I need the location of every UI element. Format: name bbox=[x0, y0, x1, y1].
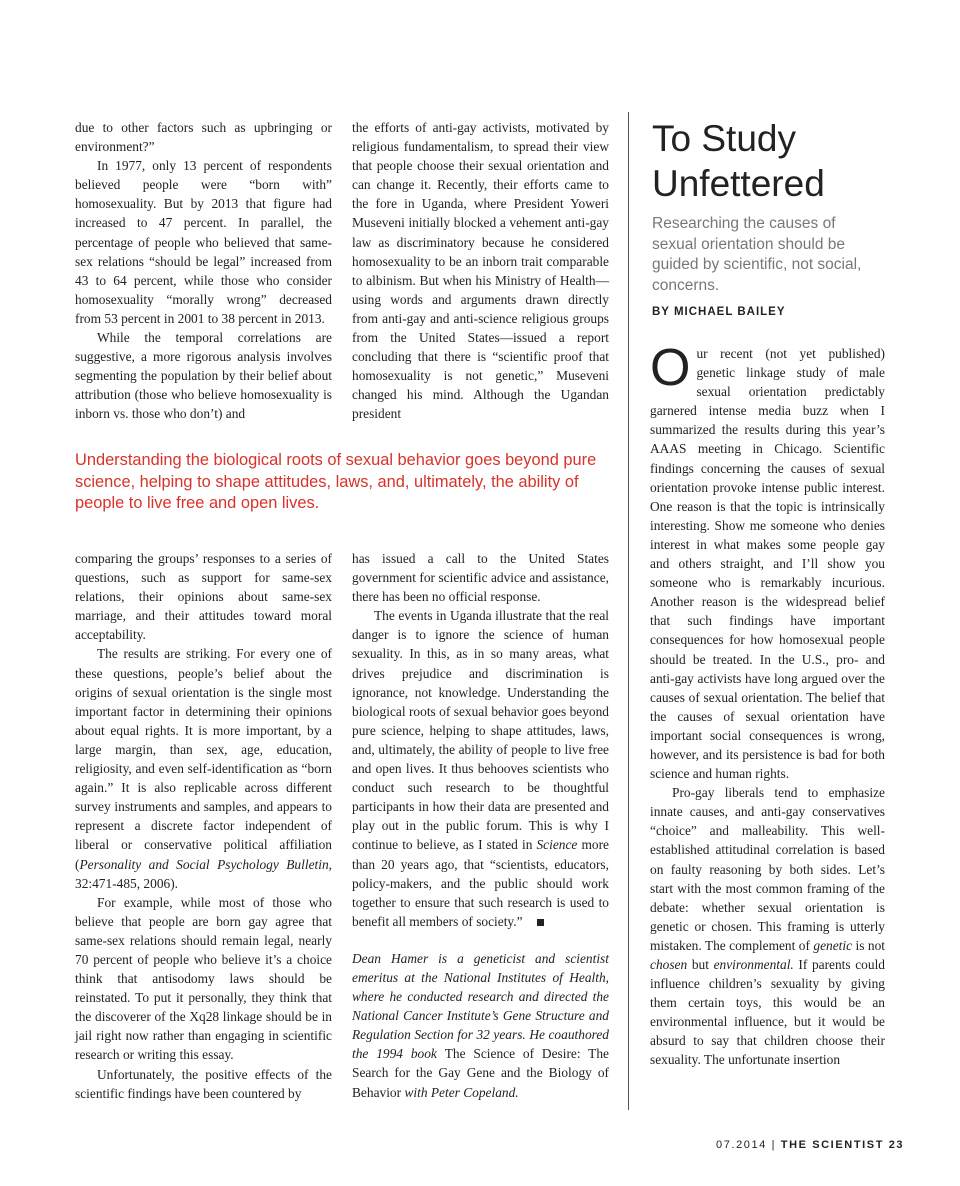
end-mark-icon bbox=[537, 919, 544, 926]
issue-date: 07.2014 bbox=[716, 1139, 767, 1151]
journal-name: Science bbox=[536, 837, 578, 853]
footer-separator: | bbox=[766, 1139, 781, 1151]
citation-detail: 32:471-485, 2006). bbox=[75, 875, 179, 891]
paragraph: due to other factors such as upbringing or environment?” bbox=[75, 120, 332, 155]
journal-citation: Personality and Social Psychology Bulletin, bbox=[79, 856, 332, 872]
paragraph: comparing the groups’ responses to a series of questions, such as support for same-sex relations, their opinions about same-sex marriage, and their attitudes toward moral acceptability. bbox=[75, 551, 332, 643]
paragraph-text: ur recent (not yet published) genetic linkage study of male sexual orientation predictably garnered intense media buzz when I summarized the results during this year’s AAAS meeting in Chicago. Scientific findings concerning the causes of sexual orientation provoke intense public interest. One reason is that the topic is intrinsically interesting. Show me someone who denies interest in what makes some people gay and others straight, and I’ll show you someone who is remarkably incurious. Another reason is the widespread belief that such findings have important consequences for how homosexual people should be treated. In the U.S., pro- and anti-gay activists have long argued over the causes of sexual orientation. The belief that the causes of sexual orientation have important social consequences is wrong, however, and its persistence is bad for both science and human rights. bbox=[650, 346, 885, 782]
sidebar-deck: Researching the causes of sexual orientation should be guided by scientific, not social, concerns. bbox=[652, 215, 862, 295]
emphasis: genetic bbox=[813, 937, 853, 953]
emphasis: chosen bbox=[650, 957, 688, 972]
sidebar-title: To Study Unfettered bbox=[652, 118, 825, 204]
column-1-top bbox=[75, 118, 332, 424]
bio-text: with Peter Copeland. bbox=[401, 1084, 519, 1100]
page-number: 23 bbox=[888, 1139, 905, 1151]
paragraph-text: If parents could influence children’s sexuality by giving them certain toys, this would be an environmental influence, but it would be absurd to say that children choose their sexuality. The unfortunate insertion bbox=[650, 957, 885, 1068]
paragraph: While the temporal correlations are suggestive, a more rigorous analysis involves segmenting the population by their belief about attribution (those who believe homosexuality is inborn vs. those who don’t) and bbox=[75, 330, 332, 422]
paragraph bbox=[650, 339, 885, 783]
paragraph-text: The results are striking. For every one of these questions, people’s belief about the origins of sexual orientation is the single most important factor in determining their opinions about equal rights. It is more important, by a large margin, than sex, age, education, religiosity, and even self-identification as “born again.” It is also replicable across different survey instruments and samples, and appears to represent a discrete factor independent of liberal or conservative political affiliation ( bbox=[75, 646, 332, 872]
paragraph: the efforts of anti-gay activists, motivated by religious fundamentalism, to spread their view that people choose their sexual orientation and can change it. Recently, their efforts came to the fore in Uganda, where President Yoweri Museveni initially blocked a vehement anti-gay law as discriminatory because he considered homosexuality to be an inborn trait comparable to albinism. But when his Ministry of Health—using words and arguments drawn directly from anti-gay and anti-science religious groups from the United States—issued a report concluding that there is “scientific proof that homosexuality is not genetic,” Museveni changed his mind. Although the Ugandan president bbox=[352, 120, 609, 422]
paragraph bbox=[650, 783, 885, 1069]
paragraph-text: The events in Uganda illustrate that the real danger is to ignore the science of human sexuality. In this, as in so many areas, what drives prejudice and discrimination is ignorance, not knowledge. Understanding the biological roots of sexual behavior goes beyond pure science, helping to shape attitudes, laws, and, ultimately, the ability of people to live free and open lives. It thus behooves scientists who conduct such research to be thoughtful participants in how their data are presented and play out in the public forum. This is why I continue to believe, as I stated in bbox=[352, 608, 609, 853]
magazine-name: THE SCIENTIST bbox=[780, 1139, 885, 1151]
sidebar-body bbox=[650, 339, 885, 1070]
paragraph: For example, while most of those who believe that people are born gay agree that same-sex relations should remain legal, nearly 70 percent of people who believe it’s a choice think that antisodomy laws should be reinstated. To put it personally, they think that the discoverer of the Xq28 linkage should be in jail right now rather than engaging in scientific research or writing this essay. bbox=[75, 894, 332, 1063]
paragraph-text: more than 20 years ago, that “scientists, educators, policy-makers, and the public should work together to ensure that such research is used to benefit all members of society.” bbox=[352, 837, 609, 929]
column-2-bottom bbox=[352, 549, 609, 1102]
drop-cap: O bbox=[650, 339, 691, 397]
paragraph: In 1977, only 13 percent of respondents believed people were “born with” homosexuality. But by 2013 that figure had increased to 47 percent. In parallel, the percentage of people who believed that same-sex relations “should be legal” increased from 43 to 64 percent, while those who consider homosexuality “morally wrong” decreased from 53 percent in 2001 to 38 percent in 2013. bbox=[75, 158, 332, 326]
paragraph bbox=[75, 644, 332, 892]
paragraph-text: is not bbox=[852, 937, 885, 953]
column-2-top bbox=[352, 118, 609, 424]
book-title: The Science of Desire: The Search for the Gay Gene and the Biology of Behavior bbox=[352, 1046, 609, 1100]
paragraph-text: Pro-gay liberals tend to emphasize innate causes, and anti-gay conservatives “choice” and malleability. This well-established attitudinal correlation is based on faulty reasoning by both sides. Let’s start with the most common framing of the debate: whether sexual orientation is genetic or chosen. This framing is utterly mistaken. The complement of bbox=[650, 785, 885, 953]
page-footer bbox=[716, 1139, 904, 1151]
column-divider bbox=[628, 112, 629, 1110]
paragraph: Unfortunately, the positive effects of the scientific findings have been countered by bbox=[75, 1066, 332, 1101]
author-bio bbox=[352, 949, 609, 1102]
emphasis: environmental. bbox=[713, 957, 794, 972]
pull-quote: Understanding the biological roots of sexual behavior goes beyond pure science, helping to shape attitudes, laws, and, ultimately, the ability of people to live free and open lives. bbox=[75, 451, 597, 512]
column-1-bottom bbox=[75, 549, 332, 1103]
paragraph bbox=[352, 606, 609, 931]
paragraph: has issued a call to the United States government for scientific advice and assistance, there has been no official response. bbox=[352, 551, 609, 605]
bio-text: Dean Hamer is a geneticist and scientist emeritus at the National Institutes of Health, where he conducted research and directed the National Cancer Institute’s Gene Structure and Regulation Section for 32 years. He coauthored the 1994 book bbox=[352, 950, 609, 1062]
sidebar-byline: BY MICHAEL BAILEY bbox=[652, 306, 786, 318]
paragraph-text: but bbox=[687, 957, 714, 972]
